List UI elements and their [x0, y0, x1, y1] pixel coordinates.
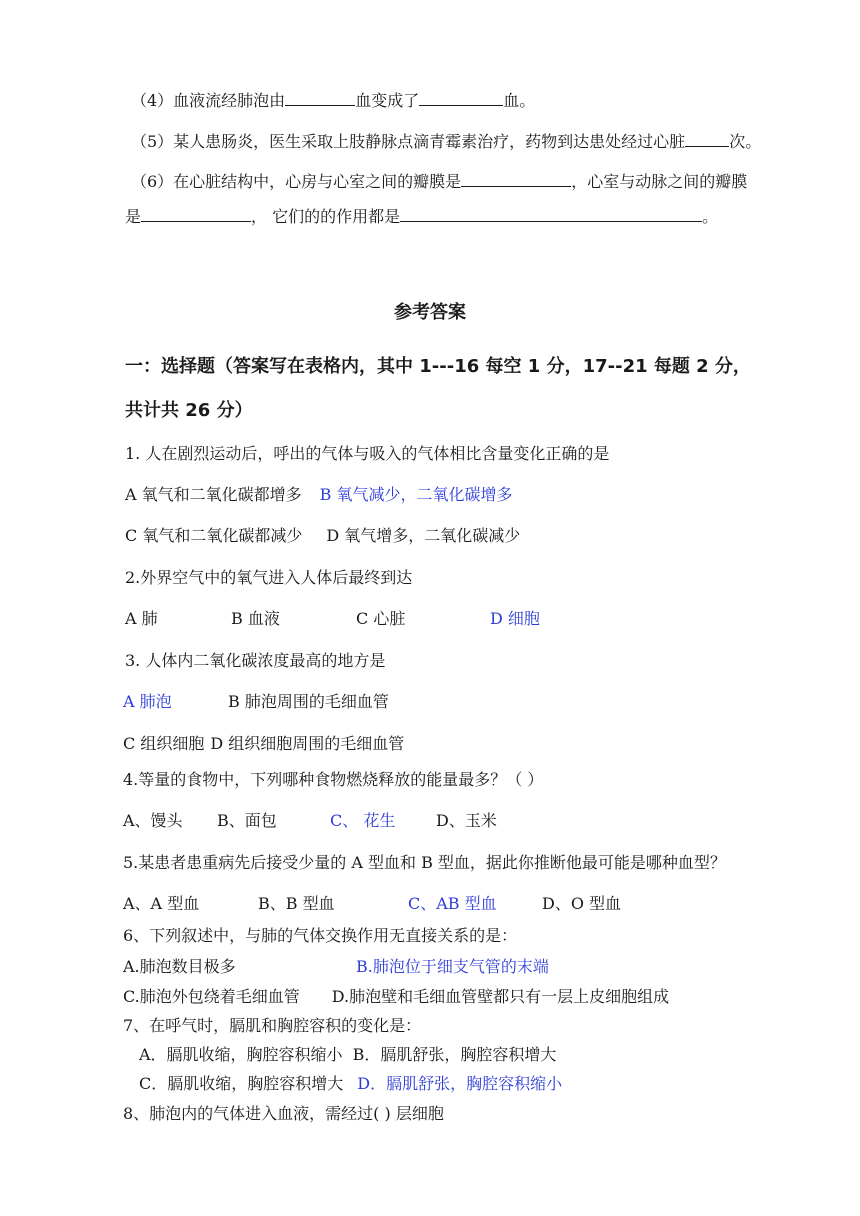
question-4-option-c-correct: C、 花生 — [330, 811, 396, 830]
fill-question-5-text-b: 次。 — [729, 132, 762, 151]
option-c: C.肺泡外包绕着毛细血管 — [123, 987, 300, 1006]
fill-question-4-text-b: 血变成了 — [355, 91, 420, 110]
fill-question-6-text-d: ， 它们的的作用都是 — [251, 207, 401, 226]
answer-blank — [141, 206, 251, 222]
answer-blank — [685, 131, 729, 147]
question-7-stem: 7、在呼气时，膈肌和胸腔容积的变化是： — [123, 1016, 422, 1035]
option-b-correct: B 氧气减少，二氧化碳增多 — [319, 485, 513, 504]
question-4-option-b: B、面包 — [217, 811, 277, 830]
question-2-option-b: B 血液 — [231, 609, 280, 628]
fill-question-6-line-1 — [131, 171, 747, 192]
question-2-stem: 2.外界空气中的氧气进入人体后最终到达 — [125, 568, 413, 587]
question-2-option-c: C 心脏 — [356, 609, 406, 628]
question-4-stem: 4.等量的食物中，下列哪种食物燃烧释放的能量最多？（ ） — [123, 770, 544, 789]
question-6-option-b-correct: B.肺泡位于细支气管的末端 — [356, 957, 549, 976]
question-3-options-row-2 — [123, 734, 404, 754]
question-6-option-a: A.肺泡数目极多 — [123, 957, 236, 976]
question-5-stem: 5.某患者患重病先后接受少量的 A 型血和 B 型血，据此你推断他最可能是哪种血型？ — [123, 853, 726, 872]
fill-question-6-line-2 — [125, 206, 718, 227]
section-heading-line-1: 一：选择题（答案写在表格内，其中 1---16 每空 1 分，17--21 每题 2 分， — [125, 356, 751, 377]
option-d: D 组织细胞周围的毛细血管 — [210, 734, 405, 753]
option-a: A 氧气和二氧化碳都增多 — [125, 485, 302, 504]
fill-question-6-text-e: 。 — [702, 207, 719, 226]
question-5-option-c-correct: C、AB 型血 — [408, 894, 497, 913]
fill-question-6-text-a: （6）在心脏结构中，心房与心室之间的瓣膜是 — [131, 172, 462, 191]
fill-question-6-text-b: ，心室与动脉之间的瓣膜 — [571, 172, 748, 191]
answer-key-title: 参考答案 — [394, 302, 466, 323]
question-7-options-row-1 — [139, 1045, 556, 1065]
option-a: A．膈肌收缩，胸腔容积缩小 — [139, 1045, 343, 1064]
option-c: C 组织细胞 — [123, 734, 205, 753]
question-6-stem: 6、下列叙述中，与肺的气体交换作用无直接关系的是： — [123, 926, 518, 945]
option-d: D 氧气增多，二氧化碳减少 — [326, 526, 521, 545]
option-d: D.肺泡壁和毛细血管壁都只有一层上皮细胞组成 — [331, 987, 670, 1006]
question-5-option-b: B、B 型血 — [258, 894, 335, 913]
fill-question-4-text-c: 血。 — [503, 91, 536, 110]
option-c: C．膈肌收缩，胸腔容积增大 — [139, 1074, 344, 1093]
question-4-option-a: A、馒头 — [123, 811, 183, 830]
option-c: C 氧气和二氧化碳都减少 — [125, 526, 303, 545]
question-2-option-a: A 肺 — [125, 609, 158, 628]
question-1-options-row-1 — [125, 485, 513, 505]
fill-question-6-text-c: 是 — [125, 207, 142, 226]
question-1-options-row-2 — [125, 526, 520, 546]
question-6-options-row-2 — [123, 987, 669, 1007]
question-1-stem: 1. 人在剧烈运动后，呼出的气体与吸入的气体相比含量变化正确的是 — [125, 444, 610, 463]
fill-question-5-text-a: （5）某人患肠炎，医生采取上肢静脉点滴青霉素治疗，药物到达患处经过心脏 — [131, 132, 686, 151]
question-5-option-d: D、O 型血 — [542, 894, 622, 913]
question-3-option-b: B 肺泡周围的毛细血管 — [228, 692, 389, 711]
option-d-correct: D．膈肌舒张，胸腔容积缩小 — [357, 1074, 563, 1093]
answer-blank — [285, 90, 355, 106]
question-7-options-row-2 — [139, 1074, 562, 1094]
question-2-option-d-correct: D 细胞 — [490, 609, 540, 628]
question-8-stem: 8、肺泡内的气体进入血液，需经过( ) 层细胞 — [123, 1104, 444, 1123]
answer-blank — [400, 206, 702, 222]
fill-question-5 — [131, 131, 761, 152]
fill-question-4 — [131, 90, 535, 111]
question-4-option-d: D、玉米 — [436, 811, 497, 830]
fill-question-4-text-a: （4）血液流经肺泡由 — [131, 91, 286, 110]
question-3-stem: 3. 人体内二氧化碳浓度最高的地方是 — [125, 651, 386, 670]
question-5-option-a: A、A 型血 — [123, 894, 200, 913]
question-3-option-a-correct: A 肺泡 — [123, 692, 172, 711]
section-heading-line-2: 共计共 26 分） — [125, 400, 253, 421]
answer-blank — [461, 171, 571, 187]
option-b: B．膈肌舒张，胸腔容积增大 — [352, 1045, 557, 1064]
answer-blank — [419, 90, 503, 106]
